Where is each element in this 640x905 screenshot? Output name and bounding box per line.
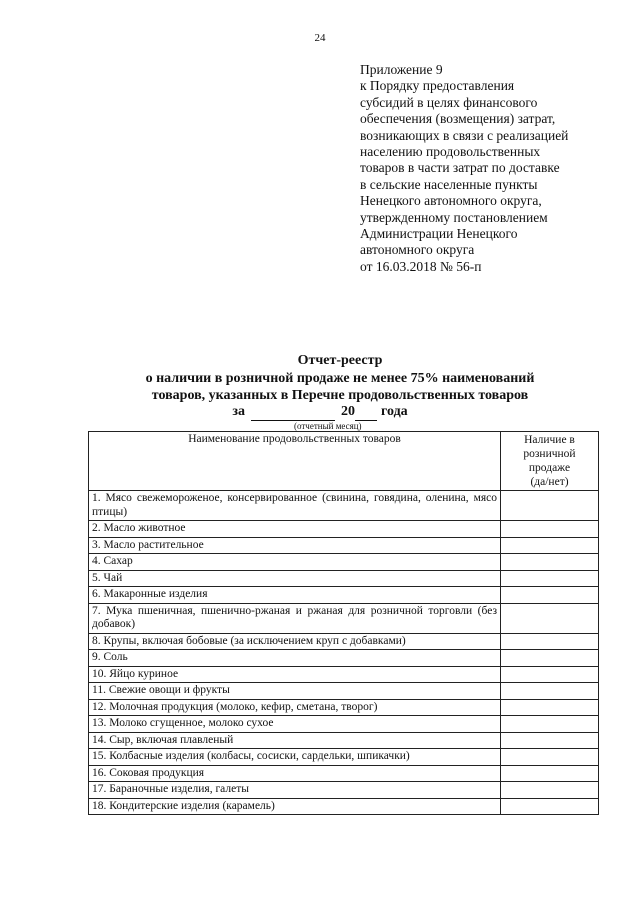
product-name: 9. Соль — [89, 650, 501, 667]
table-row — [89, 570, 599, 587]
table-row — [89, 537, 599, 554]
availability-cell[interactable] — [501, 554, 599, 571]
header-product-name: Наименование продовольственных товаров — [89, 432, 501, 491]
availability-cell[interactable] — [501, 491, 599, 521]
annex-line: обеспечения (возмещения) затрат, — [360, 111, 556, 127]
availability-cell[interactable] — [501, 782, 599, 799]
product-name: 17. Бараночные изделия, галеты — [89, 782, 501, 799]
availability-cell[interactable] — [501, 587, 599, 604]
product-name: 14. Сыр, включая плавленый — [89, 732, 501, 749]
availability-cell[interactable] — [501, 650, 599, 667]
annex-line: возникающих в связи с реализацией — [360, 127, 569, 143]
period-caption: (отчетный месяц) — [294, 421, 362, 431]
product-name: 2. Масло животное — [89, 521, 501, 538]
product-name: 16. Соковая продукция — [89, 765, 501, 782]
availability-cell[interactable] — [501, 749, 599, 766]
table-row — [89, 650, 599, 667]
table-row — [89, 554, 599, 571]
product-name: 12. Молочная продукция (молоко, кефир, сметана, творог) — [89, 699, 501, 716]
product-name: 8. Крупы, включая бобовые (за исключением круп с добавками) — [89, 633, 501, 650]
header-availability — [501, 432, 599, 491]
availability-cell[interactable] — [501, 732, 599, 749]
table-row — [89, 699, 599, 716]
annex-line: Приложение 9 — [360, 62, 443, 77]
annex-line: утвержденному постановлением — [360, 209, 548, 225]
report-title: Отчет-реестр — [297, 353, 383, 368]
table-row — [89, 633, 599, 650]
product-name: 3. Масло растительное — [89, 537, 501, 554]
header-availability-line: (да/нет) — [530, 476, 569, 488]
year-prefix: 20 — [340, 404, 355, 419]
product-name: 11. Свежие овощи и фрукты — [89, 683, 501, 700]
product-name: 6. Макаронные изделия — [89, 587, 501, 604]
table-row — [89, 765, 599, 782]
table-row — [89, 491, 599, 521]
product-name: 18. Кондитерские изделия (карамель) — [89, 798, 501, 815]
availability-cell[interactable] — [501, 798, 599, 815]
annex-line: к Порядку предоставления — [360, 78, 515, 94]
product-name: 1. Мясо свежемороженое, консервированное (свинина, говядина, оленина, мясо птицы) — [89, 491, 501, 521]
product-name: 13. Молоко сгущенное, молоко сухое — [89, 716, 501, 733]
product-name: 15. Колбасные изделия (колбасы, сосиски, сардельки, шпикачки) — [89, 749, 501, 766]
availability-cell[interactable] — [501, 765, 599, 782]
report-period — [0, 404, 640, 421]
availability-cell[interactable] — [501, 683, 599, 700]
availability-cell[interactable] — [501, 666, 599, 683]
annex-line: Администрации Ненецкого — [360, 226, 518, 242]
table-row — [89, 666, 599, 683]
annex-line: от 16.03.2018 № 56-п — [360, 258, 482, 274]
annex-line: субсидий в целях финансового — [360, 94, 538, 110]
page-number: 24 — [314, 32, 326, 44]
table-row — [89, 587, 599, 604]
period-suffix: года — [380, 404, 408, 419]
header-availability-line: розничной — [523, 448, 576, 460]
header-availability-line: продаже — [528, 462, 571, 474]
availability-cell[interactable] — [501, 633, 599, 650]
availability-cell[interactable] — [501, 521, 599, 538]
annex-line: населению продовольственных — [360, 144, 541, 160]
product-name: 4. Сахар — [89, 554, 501, 571]
month-blank — [251, 404, 335, 421]
year-blank — [355, 404, 377, 421]
header-availability-line: Наличие в — [524, 434, 575, 446]
annex-line: в сельские населенные пункты — [360, 176, 538, 192]
table-row — [89, 521, 599, 538]
products-table — [88, 431, 599, 815]
availability-cell[interactable] — [501, 570, 599, 587]
table-row — [89, 716, 599, 733]
annex-header — [360, 62, 630, 275]
availability-cell[interactable] — [501, 603, 599, 633]
table-row — [89, 683, 599, 700]
report-subtitle-line-2: товаров, указанных в Перечне продовольственных товаров — [151, 388, 529, 403]
period-prefix: за — [232, 404, 245, 419]
product-name: 7. Мука пшеничная, пшенично-ржаная и ржаная для розничной торговли (без добавок) — [89, 603, 501, 633]
table-row — [89, 732, 599, 749]
table-row — [89, 782, 599, 799]
availability-cell[interactable] — [501, 716, 599, 733]
annex-line: товаров в части затрат по доставке — [360, 160, 560, 176]
product-name: 10. Яйцо куриное — [89, 666, 501, 683]
product-name: 5. Чай — [89, 570, 501, 587]
availability-cell[interactable] — [501, 699, 599, 716]
table-row — [89, 798, 599, 815]
report-subtitle-line-1: о наличии в розничной продаже не менее 75% наименований — [145, 371, 535, 386]
annex-line: Ненецкого автономного округа, — [360, 193, 542, 209]
annex-line: автономного округа — [360, 242, 475, 258]
table-row — [89, 749, 599, 766]
table-row — [89, 603, 599, 633]
availability-cell[interactable] — [501, 537, 599, 554]
table-header-row — [89, 432, 599, 491]
